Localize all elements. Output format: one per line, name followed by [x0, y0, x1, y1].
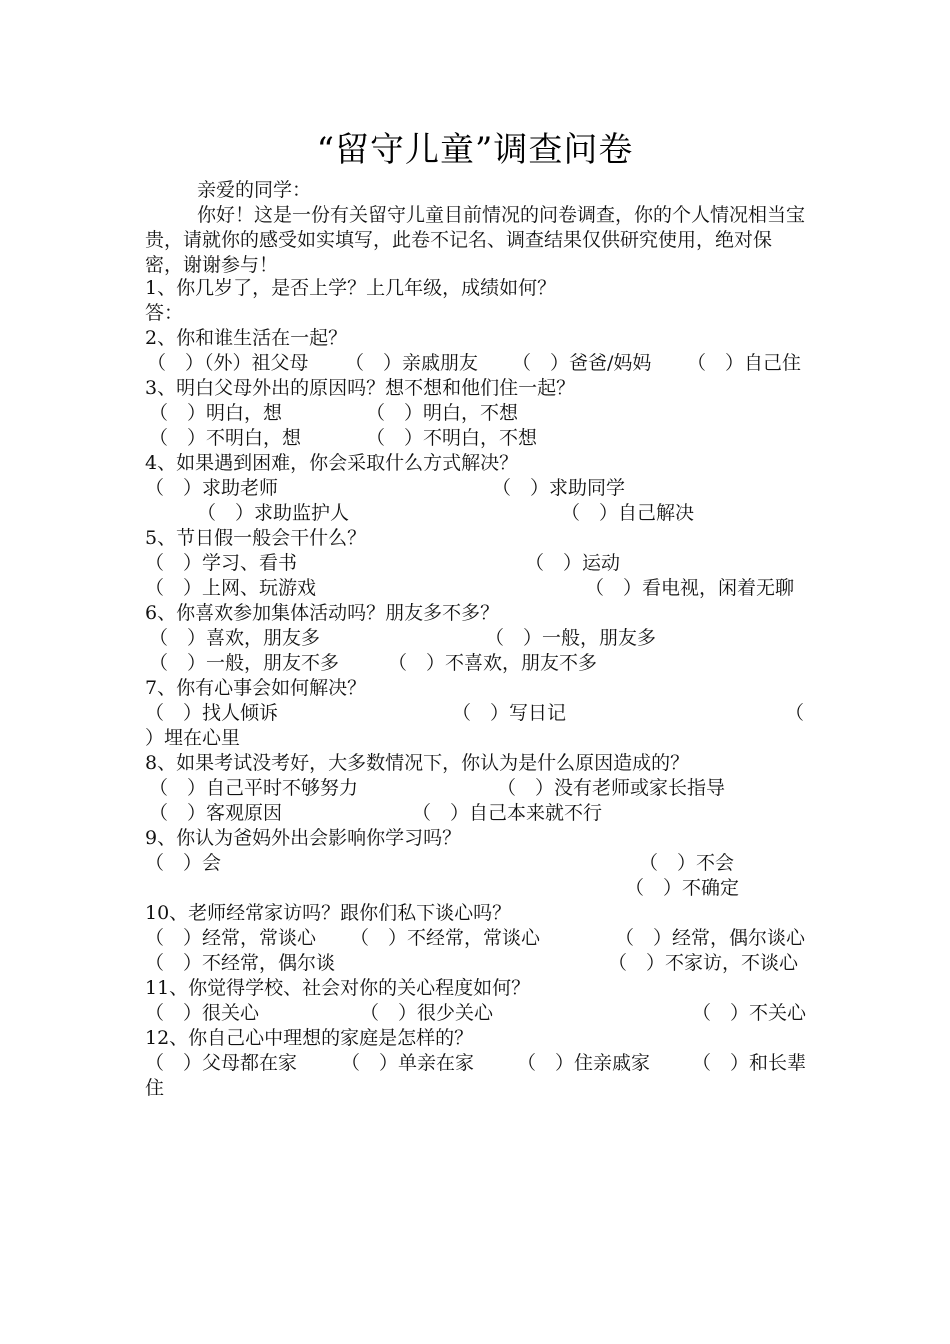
question-11: 11、你觉得学校、社会对你的关心程度如何？ — [145, 977, 531, 999]
option[interactable]: （ ）（外）祖父母 — [147, 352, 309, 374]
option[interactable]: （ ）会 — [145, 852, 222, 874]
question-6: 6、你喜欢参加集体活动吗？朋友多不多？ — [145, 602, 500, 624]
option[interactable]: （ ）单亲在家 — [341, 1052, 475, 1074]
option[interactable]: （ ）写日记 — [452, 702, 567, 724]
question-8: 8、如果考试没考好，大多数情况下，你认为是什么原因造成的？ — [145, 752, 690, 774]
option[interactable]: （ ）求助监护人 — [197, 502, 350, 524]
option[interactable]: （ ）自己平时不够努力 — [149, 777, 359, 799]
option[interactable]: （ ）和长辈 — [692, 1052, 807, 1074]
option[interactable]: （ ）看电视，闲着无聊 — [585, 577, 795, 599]
option[interactable]: （ ）不明白，想 — [149, 427, 302, 449]
option[interactable]: （ ）经常，偶尔谈心 — [615, 927, 806, 949]
option[interactable]: （ ）一般，朋友不多 — [149, 652, 340, 674]
option[interactable]: （ ）不喜欢，朋友不多 — [388, 652, 598, 674]
question-7: 7、你有心事会如何解决？ — [145, 677, 367, 699]
option[interactable]: （ ）喜欢，朋友多 — [149, 627, 321, 649]
option[interactable]: （ ）亲戚朋友 — [345, 352, 479, 374]
question-10: 10、老师经常家访吗？跟你们私下谈心吗？ — [145, 902, 512, 924]
question-3: 3、明白父母外出的原因吗？想不想和他们住一起？ — [145, 377, 576, 399]
option[interactable]: （ ）爸爸/妈妈 — [512, 352, 652, 374]
option[interactable]: （ ）不明白，不想 — [366, 427, 538, 449]
question-2: 2、你和谁生活在一起？ — [145, 327, 348, 349]
option[interactable]: （ ）没有老师或家长指导 — [497, 777, 726, 799]
question-9: 9、你认为爸妈外出会影响你学习吗？ — [145, 827, 462, 849]
option[interactable]: （ ）求助老师 — [145, 477, 279, 499]
intro-paragraph: 你好！这是一份有关留守儿童目前情况的问卷调查，你的个人情况相当宝贵，请就你的感受如实填写，此卷不记名、调查结果仅供研究使用，绝对保密，谢谢参与！ — [145, 204, 806, 276]
option[interactable]: （ ）很关心 — [145, 1002, 260, 1024]
option[interactable]: （ ）运动 — [525, 552, 621, 574]
option[interactable]: （ ）父母都在家 — [145, 1052, 298, 1074]
option[interactable]: （ ）求助同学 — [492, 477, 626, 499]
option[interactable]: （ ）自己住 — [687, 352, 802, 374]
option-continuation: 住 — [145, 1077, 165, 1099]
option[interactable]: （ ）学习、看书 — [145, 552, 298, 574]
option[interactable]: （ ）明白，想 — [149, 402, 283, 424]
questionnaire-page: “留守儿童”调查问卷 亲爱的同学： 你好！这是一份有关留守儿童目前情况的问卷调查，你的个人情况相当宝贵，请就你的感受如实填写，此卷不记名、调查结果仅供研究使用，绝对保密，谢谢参与！ 1、你几岁了，是否上学？上几年级，成绩如何？ 答： 2、你和谁生活在一起？ （ ）（外）祖父母 （ ）亲戚朋友 （ ）爸爸/妈妈 （ ）自己住 3、明白父母外出的原因吗？想不想和他们住一起？ （ ）明白，想 （ ）明白，不想 （ ）不明白，想 （ ）不明白，不想 4、如果遇到困难，你会采取什么方式解决？ （ ）求助老师 （ ）求助同学 （ ）求助监护人 （ ）自己解决 5、节日假一般会干什么？ （ ）学习、看书 （ ）运动 （ ）上网、玩游戏 （ ）看电视，闲着无聊 6、你喜欢参加集体活动吗？朋友多不多？ （ ）喜欢，朋友多 （ ）一般，朋友多 （ ）一般，朋友不多 （ ）不喜欢，朋友不多 7、你有心事会如何解决？ （ ）找人倾诉 （ ）写日记 （ ）埋在心里 8、如果考试没考好，大多数情况下，你认为是什么原因造成的？ （ ）自己平时不够努力 （ ）没有老师或家长指导 （ ）客观原因 （ ）自己本来就不行 9、你认为爸妈外出会影响你学习吗？ （ ）会 （ ）不会 （ ）不确定 10、老师经常家访吗？跟你们私下谈心吗？ （ ）经常，常谈心 （ ）不经常，常谈心 （ ）经常，偶尔谈心 （ ）不经常，偶尔谈 （ ）不家访，不谈心 11、你觉得学校、社会对你的关心程度如何？ （ ）很关心 （ ）很少关心 （ ）不关心 12、你自己心中理想的家庭是怎样的？ （ ）父母都在家 （ ）单亲在家 （ ）住亲戚家 （ ）和长辈 住 — [0, 0, 950, 1344]
question-1: 1、你几岁了，是否上学？上几年级，成绩如何？ — [145, 277, 557, 299]
question-12: 12、你自己心中理想的家庭是怎样的？ — [145, 1027, 474, 1049]
option[interactable]: （ ）不经常，常谈心 — [350, 927, 541, 949]
option[interactable]: （ ）自己本来就不行 — [412, 802, 603, 824]
option[interactable]: （ ）不会 — [639, 852, 735, 874]
option[interactable]: （ ）住亲戚家 — [517, 1052, 651, 1074]
option[interactable]: （ ）一般，朋友多 — [485, 627, 657, 649]
option[interactable]: （ ）自己解决 — [561, 502, 695, 524]
answer-label: 答： — [145, 302, 184, 324]
page-title: “留守儿童”调查问卷 — [316, 130, 634, 170]
option[interactable]: （ ）不经常，偶尔谈 — [145, 952, 336, 974]
option[interactable]: （ ）上网、玩游戏 — [145, 577, 317, 599]
question-5: 5、节日假一般会干什么？ — [145, 527, 367, 549]
option[interactable]: （ ）明白，不想 — [366, 402, 519, 424]
question-4: 4、如果遇到困难，你会采取什么方式解决？ — [145, 452, 519, 474]
option[interactable]: （ ）很少关心 — [360, 1002, 494, 1024]
option[interactable]: （ — [785, 702, 805, 724]
option[interactable]: （ ）不关心 — [692, 1002, 807, 1024]
option[interactable]: （ ）不确定 — [625, 877, 740, 899]
option[interactable]: （ ）不家访，不谈心 — [608, 952, 799, 974]
option[interactable]: ）埋在心里 — [145, 727, 241, 749]
option[interactable]: （ ）经常，常谈心 — [145, 927, 317, 949]
option[interactable]: （ ）客观原因 — [149, 802, 283, 824]
option[interactable]: （ ）找人倾诉 — [145, 702, 279, 724]
